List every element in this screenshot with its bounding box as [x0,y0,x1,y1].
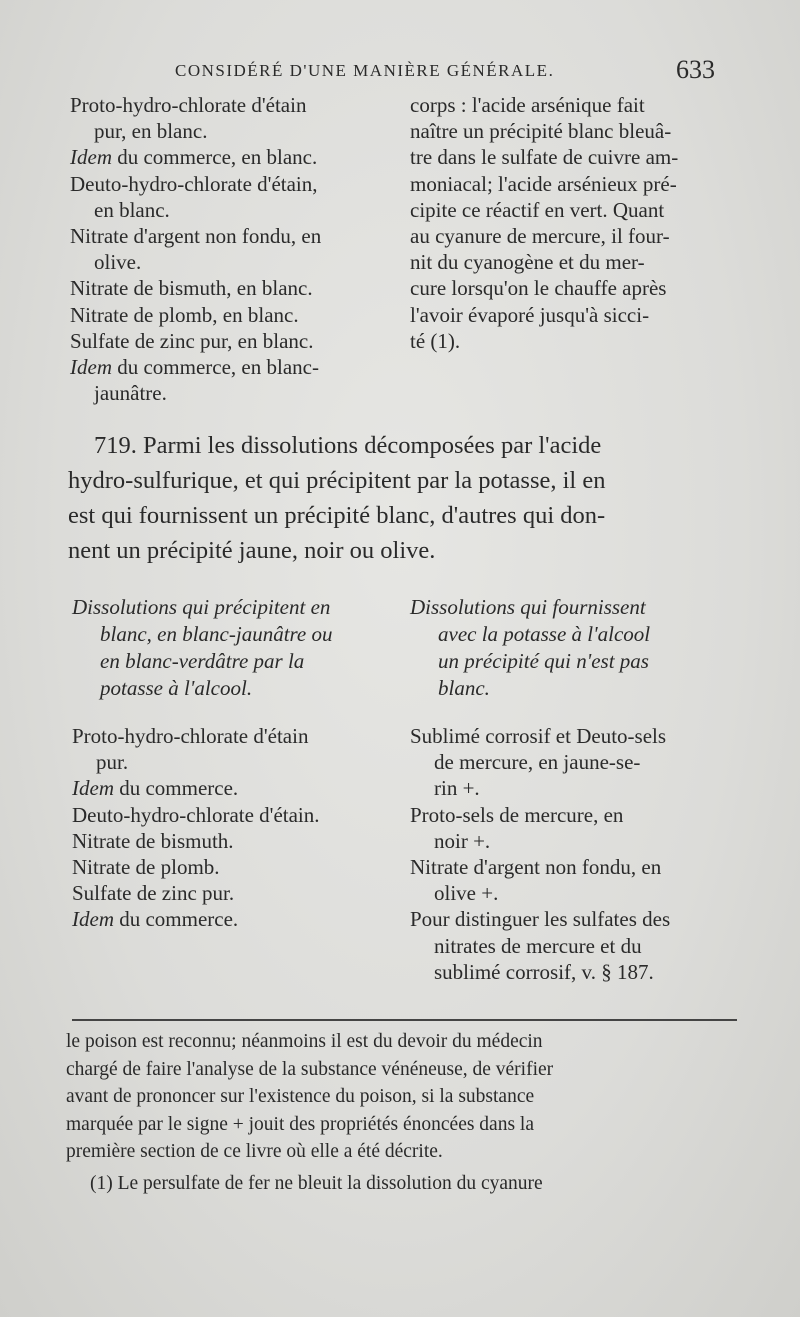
line-text: du commerce, en blanc- [111,355,319,380]
text-line: olive +. [434,881,499,906]
running-title: CONSIDÉRÉ D'UNE MANIÈRE GÉNÉRALE. [175,61,555,80]
text-line: en blanc. [94,197,170,222]
text-line: nit du cyanogène et du mer- [410,250,645,275]
text-line: le poison est reconnu; néanmoins il est du devoir du médecin [66,1031,543,1052]
text-line: est qui fournissent un précipité blanc, d'autres qui don- [68,502,606,529]
footnote-rule [72,1019,737,1021]
text-line: Deuto-hydro-chlorate d'étain, [70,171,318,196]
italic-word: Idem [72,776,114,801]
text-line: un précipité qui n'est pas [438,649,649,673]
text-line: 719. Parmi les dissolutions décomposées par l'acide [94,432,602,459]
page-number: 633 [676,55,715,84]
top-right-column [410,92,740,354]
list-right-column [410,723,740,985]
text-line: cipite ce réactif en vert. Quant [410,197,665,222]
italic-word: Idem [72,907,114,932]
text-line: sublimé corrosif, v. § 187. [434,959,654,984]
text-line [70,144,390,170]
text-line: avant de prononcer sur l'existence du poison, si la substance [66,1086,535,1107]
text-line: tre dans le sulfate de cuivre am- [410,145,679,170]
heading-right-column [410,594,740,702]
text-line: Proto-hydro-chlorate d'étain [70,93,307,117]
footnotes [66,1028,736,1197]
text-line: potasse à l'alcool. [100,676,253,700]
line-text: du commerce. [113,907,239,932]
text-line: (1) Le persulfate de fer ne bleuit la dissolution du cyanure [90,1172,543,1194]
text-line: blanc, en blanc-jaunâtre ou [100,622,333,646]
running-header [0,55,800,87]
text-line: pur, en blanc. [94,119,208,144]
italic-word: Idem [70,355,112,380]
text-line [72,775,392,801]
text-line: blanc. [438,676,490,700]
text-line: Nitrate de plomb, en blanc. [70,302,299,327]
text-line: Proto-hydro-chlorate d'étain [72,724,309,748]
text-line: rin +. [434,776,480,801]
text-line [70,354,390,380]
text-line: Nitrate de bismuth, en blanc. [70,276,313,301]
text-line: l'avoir évaporé jusqu'à sicci- [410,302,650,327]
text-line: première section de ce livre où elle a été décrite. [66,1141,443,1162]
paragraph-719 [68,428,736,568]
text-line: cure lorsqu'on le chauffe après [410,276,667,301]
text-line: marquée par le signe + jouit des propriétés énoncées dans la [66,1113,534,1135]
text-line: Sulfate de zinc pur, en blanc. [70,328,314,353]
list-left-column [72,723,392,933]
text-line: Sublimé corrosif et Deuto-sels [410,724,667,748]
text-line: au cyanure de mercure, il four- [410,224,670,249]
line-text: du commerce, en blanc. [111,145,318,170]
text-line: corps : l'acide arsénique fait [410,93,645,117]
text-line: Nitrate de bismuth. [72,828,234,853]
text-line: Sulfate de zinc pur. [72,881,235,906]
text-line: té (1). [410,328,461,353]
text-line: Nitrate d'argent non fondu, en [410,855,662,880]
text-line: pur. [96,750,129,775]
text-line [72,906,392,932]
text-line: Proto-sels de mercure, en [410,802,624,827]
text-line: avec la potasse à l'alcool [438,622,651,646]
text-line: Deuto-hydro-chlorate d'étain. [72,802,320,827]
text-line: nitrates de mercure et du [434,933,642,958]
italic-word: Idem [70,145,112,170]
text-line: moniacal; l'acide arsénieux pré- [410,171,677,196]
text-line: chargé de faire l'analyse de la substance vénéneuse, de vérifier [66,1058,554,1080]
text-line: jaunâtre. [94,381,167,406]
top-left-column [70,92,390,406]
text-line: hydro-sulfurique, et qui précipitent par la potasse, il en [68,467,606,494]
text-line: noir +. [434,828,491,853]
heading-left-column [72,594,392,702]
text-line: Dissolutions qui précipitent en [72,595,331,619]
line-text: du commerce. [113,776,239,801]
text-line: Nitrate de plomb. [72,855,220,880]
text-line: Pour distinguer les sulfates des [410,907,671,932]
text-line: nent un précipité jaune, noir ou olive. [68,537,436,564]
text-line: olive. [94,250,142,275]
text-line: Nitrate d'argent non fondu, en [70,224,322,249]
text-line: naître un précipité blanc bleuâ- [410,119,672,144]
text-line: Dissolutions qui fournissent [410,595,646,619]
text-line: de mercure, en jaune-se- [434,750,641,775]
text-line: en blanc-verdâtre par la [100,649,305,673]
